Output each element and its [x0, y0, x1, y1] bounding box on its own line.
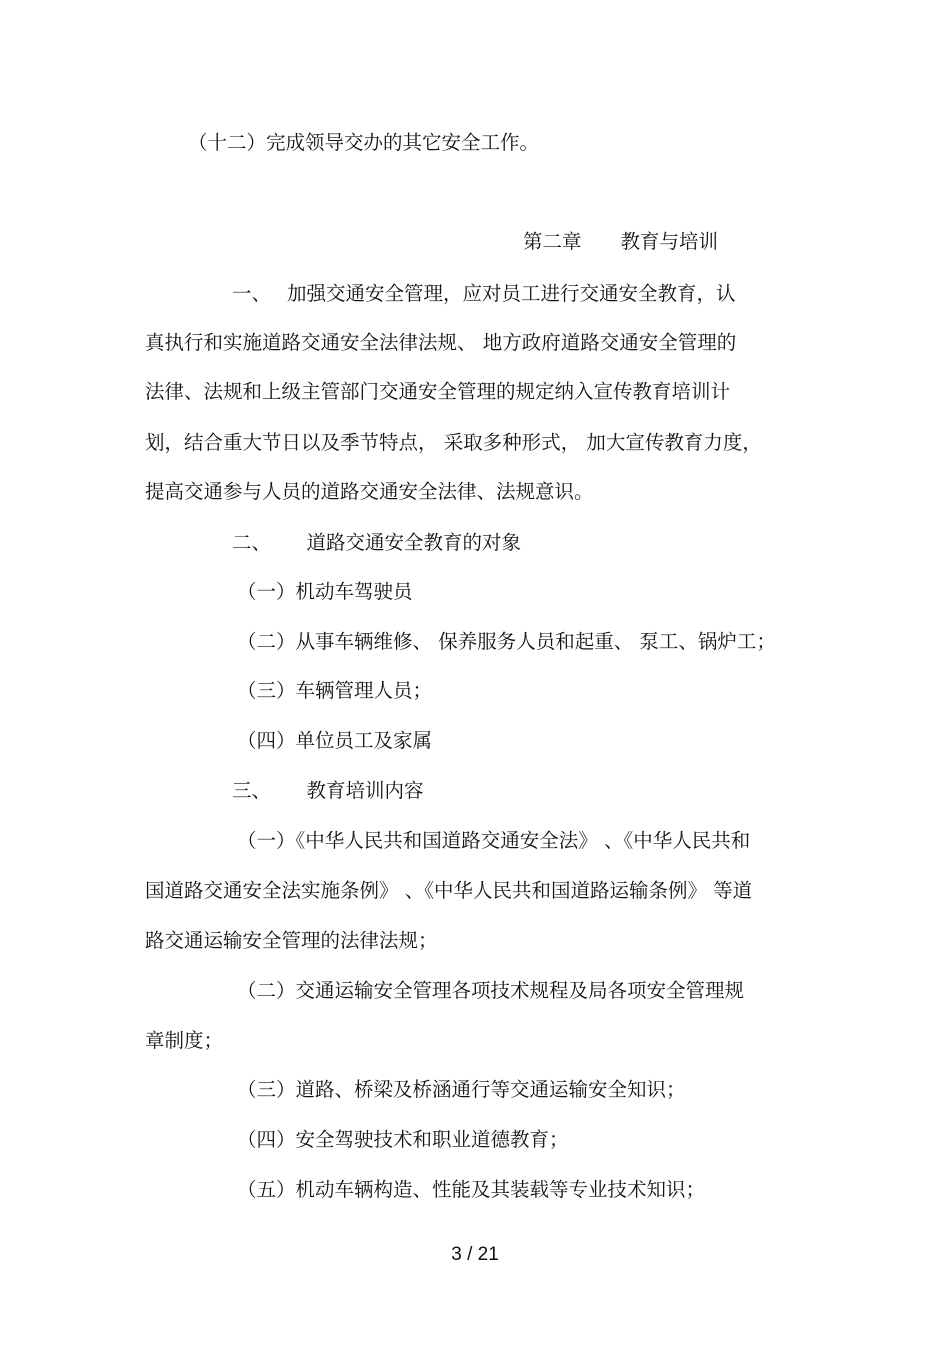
section-2-item-1: （一）机动车驾驶员	[237, 580, 413, 603]
section-2-item-3: （三）车辆管理人员；	[237, 679, 433, 702]
section-3-item-1-line-2: 国道路交通安全法实施条例》 、《中华人民共和国道路运输条例》 等道	[145, 879, 753, 902]
section-3-item-1-line-1: （一）《中华人民共和国道路交通安全法》 、《中华人民共和	[237, 829, 751, 852]
section-1-line-4: 划，结合重大节日以及季节特点， 采取多种形式， 加大宣传教育力度，	[145, 431, 762, 454]
section-3-item-3: （三）道路、桥梁及桥涵通行等交通运输安全知识；	[237, 1078, 686, 1101]
page-number: 3 / 21	[451, 1244, 499, 1265]
section-1-line-5: 提高交通参与人员的道路交通安全法律、法规意识。	[145, 480, 594, 503]
clause-12: （十二）完成领导交办的其它安全工作。	[188, 131, 540, 154]
section-3-item-4: （四）安全驾驶技术和职业道德教育；	[237, 1128, 569, 1151]
section-2-item-4: （四）单位员工及家属	[237, 729, 433, 752]
section-2-heading: 二、 道路交通安全教育的对象	[232, 531, 521, 554]
section-3-item-2-line-2: 章制度；	[145, 1029, 224, 1052]
chapter-heading: 第二章 教育与培训	[523, 230, 719, 253]
section-1-line-1: 一、 加强交通安全管理，应对员工进行交通安全教育，认	[232, 282, 736, 305]
section-3-item-1-line-3: 路交通运输安全管理的法律法规；	[145, 929, 438, 952]
section-3-item-2-line-1: （二）交通运输安全管理各项技术规程及局各项安全管理规	[237, 979, 745, 1002]
section-2-item-2: （二）从事车辆维修、 保养服务人员和起重、 泵工、锅炉工；	[237, 630, 776, 653]
section-3-item-5: （五）机动车辆构造、性能及其装载等专业技术知识；	[237, 1178, 706, 1201]
section-3-heading: 三、 教育培训内容	[232, 779, 424, 802]
section-1-line-2: 真执行和实施道路交通安全法律法规、 地方政府道路交通安全管理的	[145, 331, 737, 354]
section-1-line-3: 法律、法规和上级主管部门交通安全管理的规定纳入宣传教育培训计	[145, 380, 731, 403]
